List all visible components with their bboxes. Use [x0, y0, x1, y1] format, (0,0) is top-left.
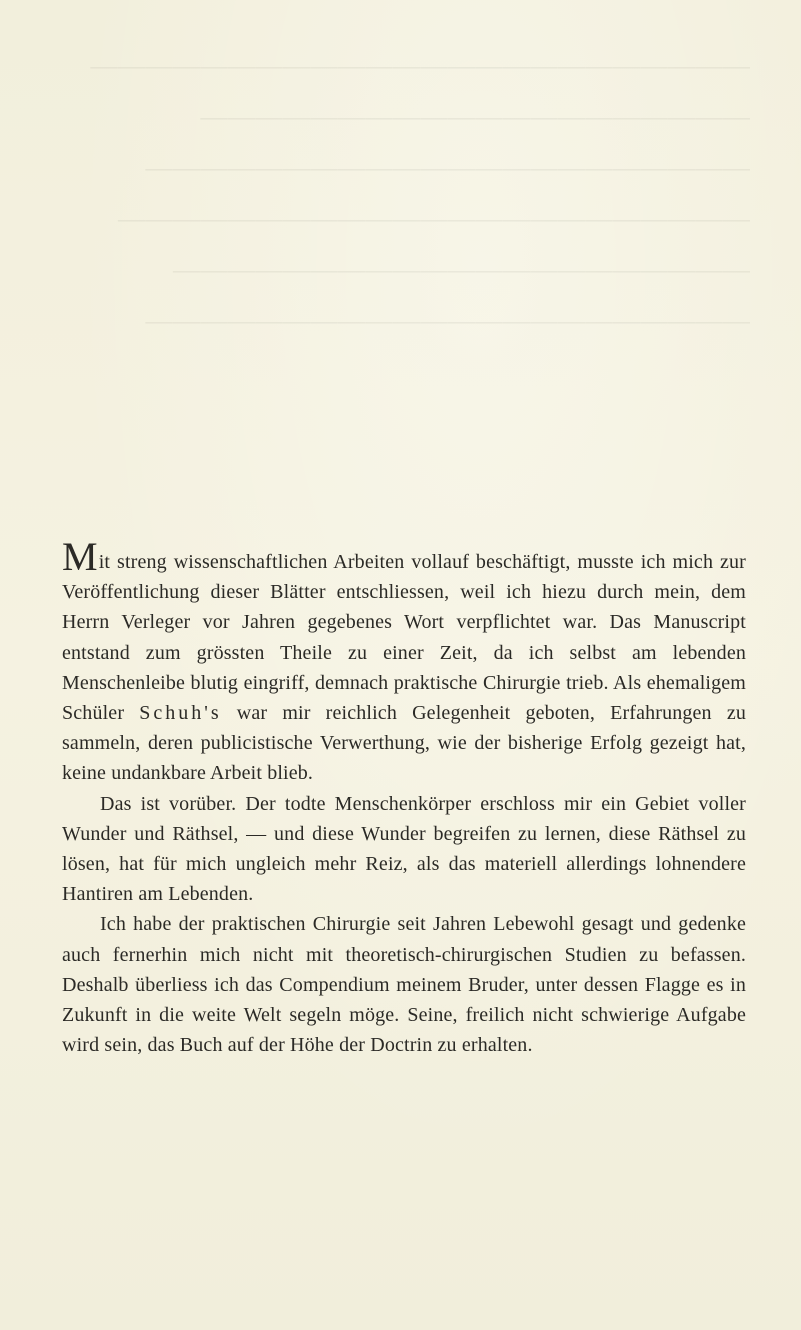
paragraph-2: Das ist vorüber. Der todte Menschenkörper erschloss mir ein Gebiet voller Wunder und Räthsel, — und diese Wunder begreifen zu lernen, diese Räthsel zu lösen, hat für mich ungleich mehr Reiz, als das materiell allerdings lohnendere Hantiren am Lebenden. — [62, 792, 746, 906]
paragraph-1-text-a: it streng wissenschaftlichen Arbeiten vollauf beschäftigt, musste ich mich zur Veröffentlichung dieser Blätter entschliessen, weil ich hiezu durch mein, dem Herrn Verleger vor Jahren gegebenes Wort verpflichtet war. Das Manuscript entstand zum grössten Theile zu einer Zeit, da ich selbst am lebenden Menschenleibe blutig eingriff, demnach praktische Chirurgie trieb. Als ehemaligem Schüler — [62, 551, 746, 725]
author-name: Schuh's — [139, 702, 222, 725]
show-through-text: ———————————————————————— ———————————————————— —————————————————————— ——————————————————————— ————————————————————— —————————————————————— — [90, 50, 750, 335]
paragraph-1-text-b: war mir reichlich Gelegenheit geboten, Erfahrungen zu sammeln, deren publicistische Verwerthung, wie der bisherige Erfolg gezeigt hat, keine undankbare Arbeit blieb. — [62, 702, 746, 785]
paragraph-3: Ich habe der praktischen Chirurgie seit Jahren Lebewohl gesagt und gedenke auch fernerhin mich nicht mit theoretisch-chirurgischen Studien zu befassen. Deshalb überliess ich das Compendium meinem Bruder, unter dessen Flagge es in Zukunft in die weite Welt segeln möge. Seine, freilich nicht schwierige Aufgabe wird sein, das Buch auf der Höhe der Doctrin zu erhalten. — [62, 913, 746, 1057]
preface-text — [62, 534, 746, 1060]
initial-letter: M — [62, 534, 98, 579]
paragraph-1 — [62, 534, 746, 789]
